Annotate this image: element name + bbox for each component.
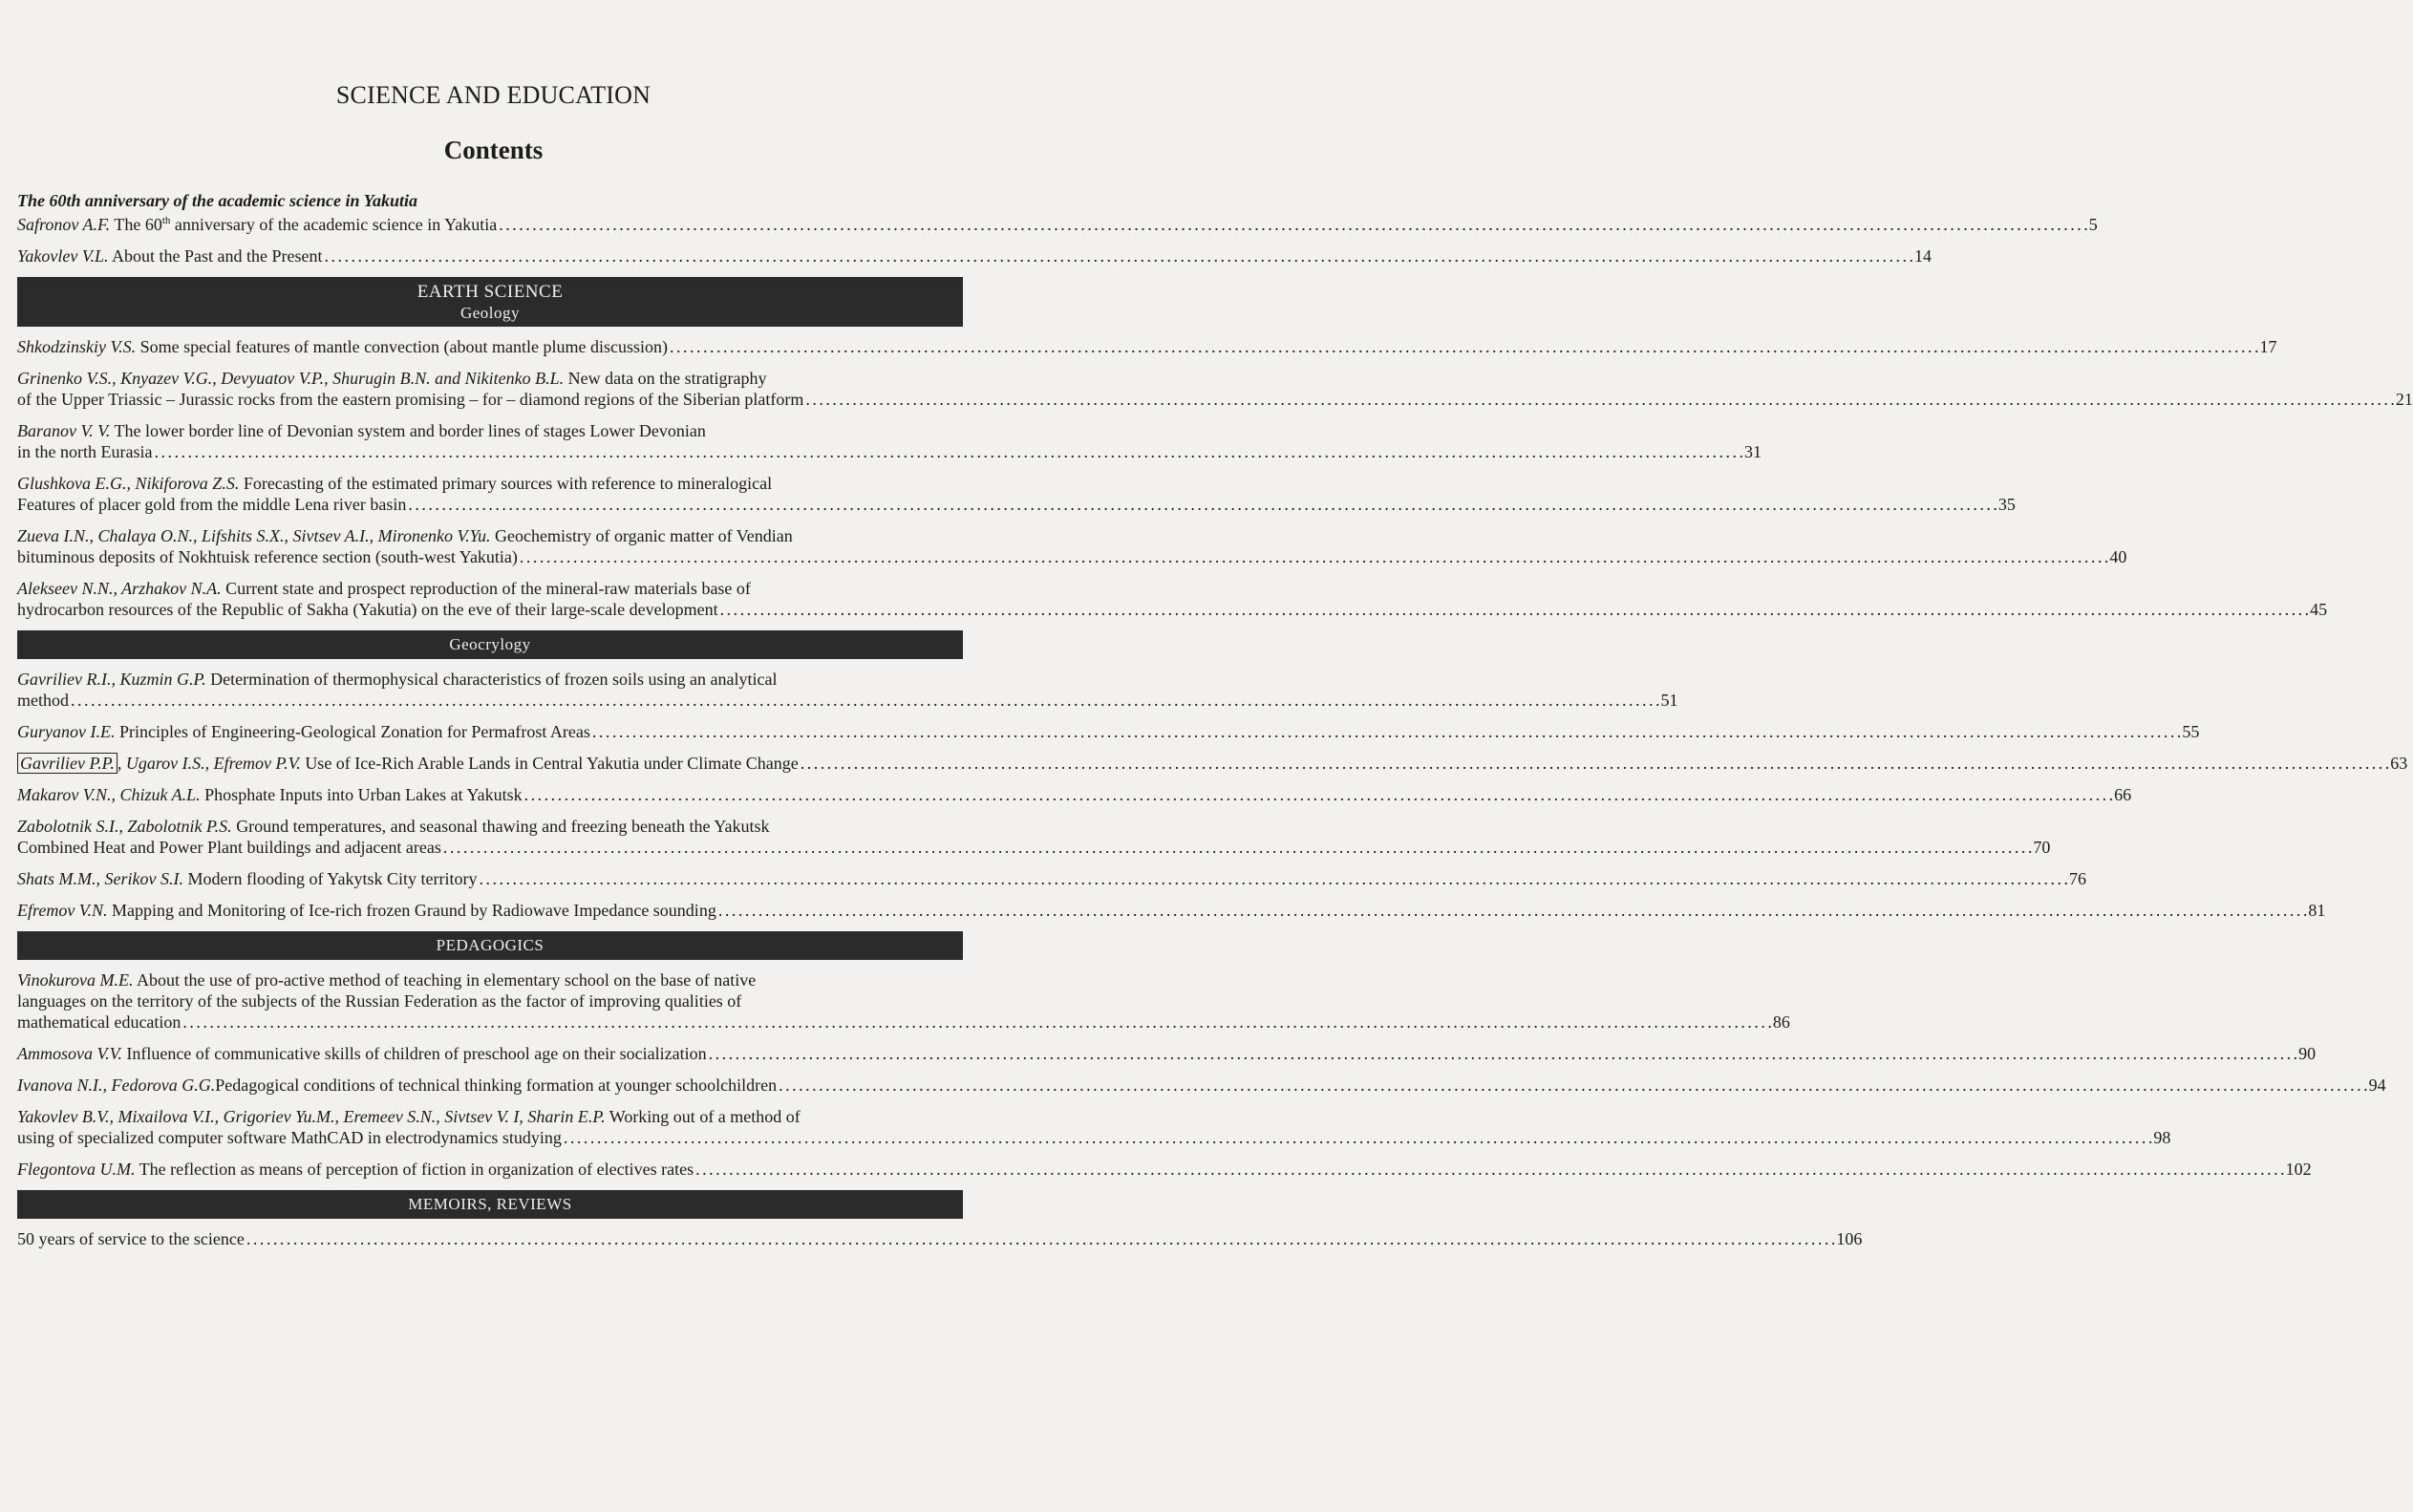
entry-title: Pedagogical conditions of technical thinking formation at younger schoolchildren <box>215 1075 778 1095</box>
intro-section-title: The 60th anniversary of the academic science in Yakutia <box>17 191 417 210</box>
entry-title: Mapping and Monitoring of Ice-rich frozen Graund by Radiowave Impedance sounding <box>107 901 716 920</box>
entry-title: The reflection as means of perception of fiction in organization of electives rates <box>135 1160 694 1179</box>
section-header-geocrylogy: Geocrylogy <box>17 630 963 659</box>
journal-title: SCIENCE AND EDUCATION <box>335 81 651 109</box>
page-number: 63 <box>2390 754 2408 773</box>
entry-title: About the use of pro-active method of teaching in elementary school on the base of native <box>133 970 757 990</box>
page-number: 81 <box>2308 901 2326 920</box>
entry-authors: Ammosova V.V. <box>17 1044 122 1063</box>
toc-entry[interactable] <box>17 245 1932 266</box>
leader-dots <box>245 1228 1837 1249</box>
entry-title: Geochemistry of organic matter of Vendian <box>490 526 793 545</box>
toc-entry[interactable] <box>17 368 2413 410</box>
toc-entry[interactable] <box>17 214 2098 235</box>
leader-dots <box>523 784 2115 805</box>
entry-title: hydrocarbon resources of the Republic of Sakha (Yakutia) on the eve of their large-scale development <box>17 600 718 619</box>
entry-authors: Safronov A.F. <box>17 215 111 234</box>
leader-dots <box>590 721 2183 742</box>
page-number: 21 <box>2395 390 2413 409</box>
leader-dots <box>777 1075 2369 1096</box>
entry-title: bituminous deposits of Nokhtuisk reference section (south-west Yakutia) <box>17 547 518 566</box>
toc-entry[interactable] <box>17 784 2132 805</box>
entry-authors: Alekseev N.N., Arzhakov N.A. <box>17 579 222 598</box>
entry-authors: Gavriliev R.I., Kuzmin G.P. <box>17 670 206 689</box>
leader-dots <box>441 837 2034 858</box>
entry-title: Use of Ice-Rich Arable Lands in Central Yakutia under Climate Change <box>300 754 799 773</box>
entry-title: Principles of Engineering-Geological Zonation for Permafrost Areas <box>115 722 590 741</box>
entry-authors: Guryanov I.E. <box>17 722 116 741</box>
leader-dots <box>69 690 1661 711</box>
boxed-author: Gavriliev P.P. <box>17 753 117 774</box>
section-header-memoirs: MEMOIRS, REVIEWS <box>17 1190 963 1219</box>
leader-dots <box>707 1043 2299 1064</box>
entry-title: method <box>17 691 69 710</box>
leader-dots <box>716 900 2309 921</box>
entry-authors: Shats M.M., Serikov S.I. <box>17 869 183 888</box>
toc-entry[interactable] <box>17 816 2051 858</box>
leader-dots <box>406 494 1998 515</box>
leader-dots <box>497 214 2089 235</box>
entry-title: The 60 <box>110 215 162 234</box>
entry-title: Working out of a method of <box>605 1107 801 1126</box>
entry-authors: Makarov V.N., Chizuk A.L. <box>17 785 201 804</box>
subsection-heading: Geology <box>459 304 521 322</box>
entry-title: Combined Heat and Power Plant buildings and adjacent areas <box>17 838 441 857</box>
entry-title: languages on the territory of the subjects of the Russian Federation as the factor of improving qualities of <box>17 991 742 1011</box>
page-number: 94 <box>2368 1075 2386 1095</box>
leader-dots <box>668 336 2260 357</box>
page-number: 55 <box>2182 722 2200 741</box>
entry-title: Current state and prospect reproduction of the mineral-raw materials base of <box>221 579 751 598</box>
page-number: 45 <box>2310 600 2328 619</box>
toc-entry[interactable] <box>17 1043 2317 1064</box>
toc-entry[interactable] <box>17 753 2408 774</box>
page-number: 98 <box>2153 1128 2171 1147</box>
page-number: 90 <box>2298 1044 2317 1063</box>
toc-entry[interactable] <box>17 1228 1863 1249</box>
toc-entry[interactable] <box>17 1106 2171 1148</box>
leader-dots <box>518 546 2110 567</box>
leader-dots <box>718 599 2311 620</box>
entry-title: The lower border line of Devonian system and border lines of stages Lower Devonian <box>110 421 706 440</box>
entry-title: Ground temperatures, and seasonal thawing and freezing beneath the Yakutsk <box>231 817 770 836</box>
leader-dots <box>152 441 1744 462</box>
section-header-pedagogics: PEDAGOGICS <box>17 931 963 960</box>
entry-title: Features of placer gold from the middle Lena river basin <box>17 495 407 514</box>
section-heading: EARTH SCIENCE <box>416 282 564 302</box>
leader-dots <box>799 753 2391 774</box>
page-number: 86 <box>1772 1012 1790 1032</box>
entry-authors: Efremov V.N. <box>17 901 108 920</box>
entry-authors: Ivanova N.I., Fedorova G.G. <box>17 1075 216 1095</box>
leader-dots <box>181 1012 1773 1033</box>
contents-title: Contents <box>443 136 544 164</box>
entry-title: Some special features of mantle convection (about mantle plume discussion) <box>136 337 668 356</box>
entry-title: Phosphate Inputs into Urban Lakes at Yakutsk <box>200 785 523 804</box>
entry-title: of the Upper Triassic – Jurassic rocks from the eastern promising – for – diamond regions of the Siberian platform <box>17 390 804 409</box>
page-number: 51 <box>1660 691 1678 710</box>
toc-entry[interactable] <box>17 721 2200 742</box>
table-of-contents <box>17 187 2413 1260</box>
entry-authors: Yakovlev B.V., Mixailova V.I., Grigoriev Yu.M., Eremeev S.N., Sivtsev V. I, Sharin E.P. <box>17 1107 606 1126</box>
page-number: 40 <box>2109 547 2127 566</box>
entry-authors: Vinokurova M.E. <box>17 970 134 990</box>
toc-entry[interactable] <box>17 868 2086 889</box>
entry-title-sup: th <box>161 215 171 226</box>
toc-entry[interactable] <box>17 336 2277 357</box>
entry-title: using of specialized computer software MathCAD in electrodynamics studying <box>17 1128 562 1147</box>
entry-authors: Shkodzinskiy V.S. <box>17 337 137 356</box>
entry-title: anniversary of the academic science in Yakutia <box>170 215 498 234</box>
page-number: 31 <box>1743 442 1762 461</box>
toc-entry[interactable] <box>17 969 1790 1033</box>
page-number: 35 <box>1997 495 2016 514</box>
entry-title: mathematical education <box>17 1012 182 1032</box>
leader-dots <box>694 1159 2286 1180</box>
toc-entry[interactable] <box>17 578 2328 620</box>
entry-title: Modern flooding of Yakytsk City territory <box>182 869 478 888</box>
page-number: 106 <box>1836 1229 1863 1248</box>
leader-dots <box>323 245 1915 266</box>
entry-authors: Zueva I.N., Chalaya O.N., Lifshits S.X., Sivtsev A.I., Mironenko V.Yu. <box>17 526 491 545</box>
leader-dots <box>477 868 2069 889</box>
entry-authors: Zabolotnik S.I., Zabolotnik P.S. <box>17 817 232 836</box>
page-number: 17 <box>2259 337 2277 356</box>
page-number: 66 <box>2114 785 2132 804</box>
page-number: 5 <box>2088 215 2098 234</box>
entry-title: in the north Eurasia <box>17 442 153 461</box>
page-number: 76 <box>2068 869 2086 888</box>
section-header-earth-science <box>17 277 963 327</box>
entry-title: Influence of communicative skills of children of preschool age on their socialization <box>121 1044 707 1063</box>
entry-title: New data on the stratigraphy <box>564 369 767 388</box>
entry-authors: Glushkova E.G., Nikiforova Z.S. <box>17 474 240 493</box>
page-number: 102 <box>2285 1160 2312 1179</box>
entry-title: Determination of thermophysical characteristics of frozen soils using an analytical <box>205 670 778 689</box>
entry-title: 50 years of service to the science <box>17 1229 245 1248</box>
entry-authors: Yakovlev V.L. <box>17 246 109 266</box>
toc-entry[interactable] <box>17 1075 2386 1096</box>
entry-authors: Grinenko V.S., Knyazev V.G., Devyuatov V.P., Shurugin B.N. and Nikitenko B.L. <box>17 369 565 388</box>
toc-entry[interactable] <box>17 669 1678 711</box>
toc-entry[interactable] <box>17 473 2016 515</box>
page-number: 70 <box>2033 838 2051 857</box>
entry-authors: Baranov V. V. <box>17 421 111 440</box>
leader-dots <box>562 1127 2154 1148</box>
entry-authors: , Ugarov I.S., Efremov P.V. <box>117 754 301 773</box>
page-number: 14 <box>1914 246 1932 266</box>
toc-entry[interactable] <box>17 900 2326 921</box>
entry-authors: Flegontova U.M. <box>17 1160 136 1179</box>
toc-entry[interactable] <box>17 525 2127 567</box>
toc-entry[interactable] <box>17 420 1762 462</box>
entry-title: Forecasting of the estimated primary sources with reference to mineralogical <box>239 474 773 493</box>
toc-entry[interactable] <box>17 1159 2312 1180</box>
entry-title: About the Past and the Present <box>108 246 323 266</box>
leader-dots <box>803 389 2396 410</box>
